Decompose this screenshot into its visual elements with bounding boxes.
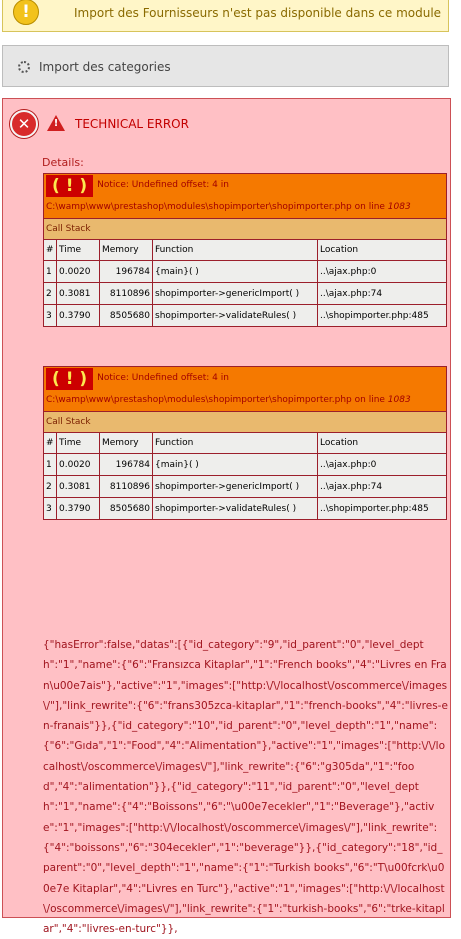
warning-message xyxy=(2,0,449,32)
notice-text: Notice: Undefined offset: 4 in C:\wamp\www\prestashop\modules\shopimporter\shopimporter.php on line xyxy=(46,180,388,212)
table-row: 3 0.3790 8505680 shopimporter->validateRules( ) ..\shopimporter.php:485 xyxy=(44,498,447,520)
warning-icon: ! xyxy=(13,0,39,25)
col-header-location: Location xyxy=(318,433,447,454)
notice-bang-icon: ( ! ) xyxy=(46,368,93,390)
error-title: TECHNICAL ERROR xyxy=(75,117,189,131)
notice-bang-icon: ( ! ) xyxy=(46,175,93,197)
notice-line: 1083 xyxy=(387,202,411,212)
col-header-time: Time xyxy=(57,433,100,454)
notice-text: Notice: Undefined offset: 4 in C:\wamp\www\prestashop\modules\shopimporter\shopimporter.php on line xyxy=(46,373,388,405)
col-header-num: # xyxy=(44,433,57,454)
col-header-time: Time xyxy=(57,240,100,261)
close-error-icon[interactable]: ✕ xyxy=(10,110,38,138)
xdebug-notice-table xyxy=(43,366,447,520)
error-panel: ✕ ! TECHNICAL ERROR Details: ( ! ) Notice: Undefined offset: 4 in C:\wamp\www\prestashop\modules\shopimporter\shopimporter.php on line 1083 Call Stack # Time Memory Function Location 1 0.0020 196784 {main}( ) ..\ajax.php:0 2 0.3081 8110896 shopimporter->genericImport( ) ..\ajax.php:74 3 0.3790 8505680 shopimporter->validateRules( ) ..\shopimporter.php:485 ( ! ) Notice: Undefined offset: 4 in C:\wamp\www\prestashop\modules\shopimporter\shopimporter.php on line 1083 Call Stack # Time Memory Function Location 1 0.0020 196784 {main}( ) ..\ajax.php:0 2 0.3081 8110896 shopimporter->genericImport( ) ..\ajax.php:74 3 0.3790 8505680 shopimporter->validateRules( ) ..\shopimporter.php:485 {"hasError":false,"datas":[{"id_category":"9","id_parent":"0","level_depth":"1","name":{"6":"Fransızca Kitaplar","1":"French books","4":"Livres en Fran\u00e7ais"},"active":"1","images":["http:\/\/localhost\/oscommerce\/images\/"],"link_rewrite":{"6":"frans305zca-kitaplar","1":"french-books","4":"livres-en-franais"}},{"id_category":"10","id_parent":"0","level_depth":"1","name":{"6":"Gıda","1":"Food","4":"Alimentation"},"active":"1","images":["http:\/\/localhost\/oscommerce\/images\/"],"link_rewrite":{"6":"g305da","1":"food","4":"alimentation"}},{"id_category":"11","id_parent":"0","level_depth":"1","name":{"4":"Boissons","6":"\u00e7ecekler","1":"Beverage"},"active":"1","images":["http:\/\/localhost\/oscommerce\/images\/"],"link_rewrite":{"4":"boissons","6":"304ecekler","1":"beverage"}},{"id_category":"18","id_parent":"0","level_depth":"1","name":{"1":"Turkish books","6":"T\u00fcrk\u00e7e Kitaplar","4":"Livres en Turc"},"active":"1","images":["http:\/\/localhost\/oscommerce\/images\/"],"link_rewrite":{"1":"turkish-books","6":"trke-kitaplar","4":"livres-en-turc"}}, xyxy=(2,98,451,918)
xdebug-notice-table xyxy=(43,173,447,327)
call-stack-label: Call Stack xyxy=(44,412,447,433)
col-header-function: Function xyxy=(153,240,318,261)
spinner-icon xyxy=(18,61,30,73)
table-row: 2 0.3081 8110896 shopimporter->genericImport( ) ..\ajax.php:74 xyxy=(44,476,447,498)
call-stack-label: Call Stack xyxy=(44,219,447,240)
table-row: 1 0.0020 196784 {main}( ) ..\ajax.php:0 xyxy=(44,261,447,283)
col-header-function: Function xyxy=(153,433,318,454)
loading-text: Import des categories xyxy=(39,60,171,74)
col-header-memory: Memory xyxy=(100,433,153,454)
table-row: 1 0.0020 196784 {main}( ) ..\ajax.php:0 xyxy=(44,454,447,476)
table-row: 3 0.3790 8505680 shopimporter->validateRules( ) ..\shopimporter.php:485 xyxy=(44,305,447,327)
loading-message xyxy=(2,45,449,87)
details-label: Details: xyxy=(42,156,84,169)
warning-text: Import des Fournisseurs n'est pas disponible dans ce module xyxy=(74,6,442,20)
col-header-memory: Memory xyxy=(100,240,153,261)
table-row: 2 0.3081 8110896 shopimporter->genericImport( ) ..\ajax.php:74 xyxy=(44,283,447,305)
notice-line: 1083 xyxy=(387,395,411,405)
col-header-num: # xyxy=(44,240,57,261)
col-header-location: Location xyxy=(318,240,447,261)
json-response-text: {"hasError":false,"datas":[{"id_category":"9","id_parent":"0","level_depth":"1","name":{"6":"Fransızca Kitaplar","1":"French books","4":"Livres en Fran\u00e7ais"},"active":"1","images":["http:\/\/localhost\/oscommerce\/images\/"],"link_rewrite":{"6":"frans305zca-kitaplar","1":"french-books","4":"livres-en-franais"}},{"id_category":"10","id_parent":"0","level_depth":"1","name":{"6":"Gıda","1":"Food","4":"Alimentation"},"active":"1","images":["http:\/\/localhost\/oscommerce\/images\/"],"link_rewrite":{"6":"g305da","1":"food","4":"alimentation"}},{"id_category":"11","id_parent":"0","level_depth":"1","name":{"4":"Boissons","6":"\u00e7ecekler","1":"Beverage"},"active":"1","images":["http:\/\/localhost\/oscommerce\/images\/"],"link_rewrite":{"4":"boissons","6":"304ecekler","1":"beverage"}},{"id_category":"18","id_parent":"0","level_depth":"1","name":{"1":"Turkish books","6":"T\u00fcrk\u00e7e Kitaplar","4":"Livres en Turc"},"active":"1","images":["http:\/\/localhost\/oscommerce\/images\/"],"link_rewrite":{"1":"turkish-books","6":"trke-kitaplar","4":"livres-en-turc"}}, xyxy=(43,639,448,936)
